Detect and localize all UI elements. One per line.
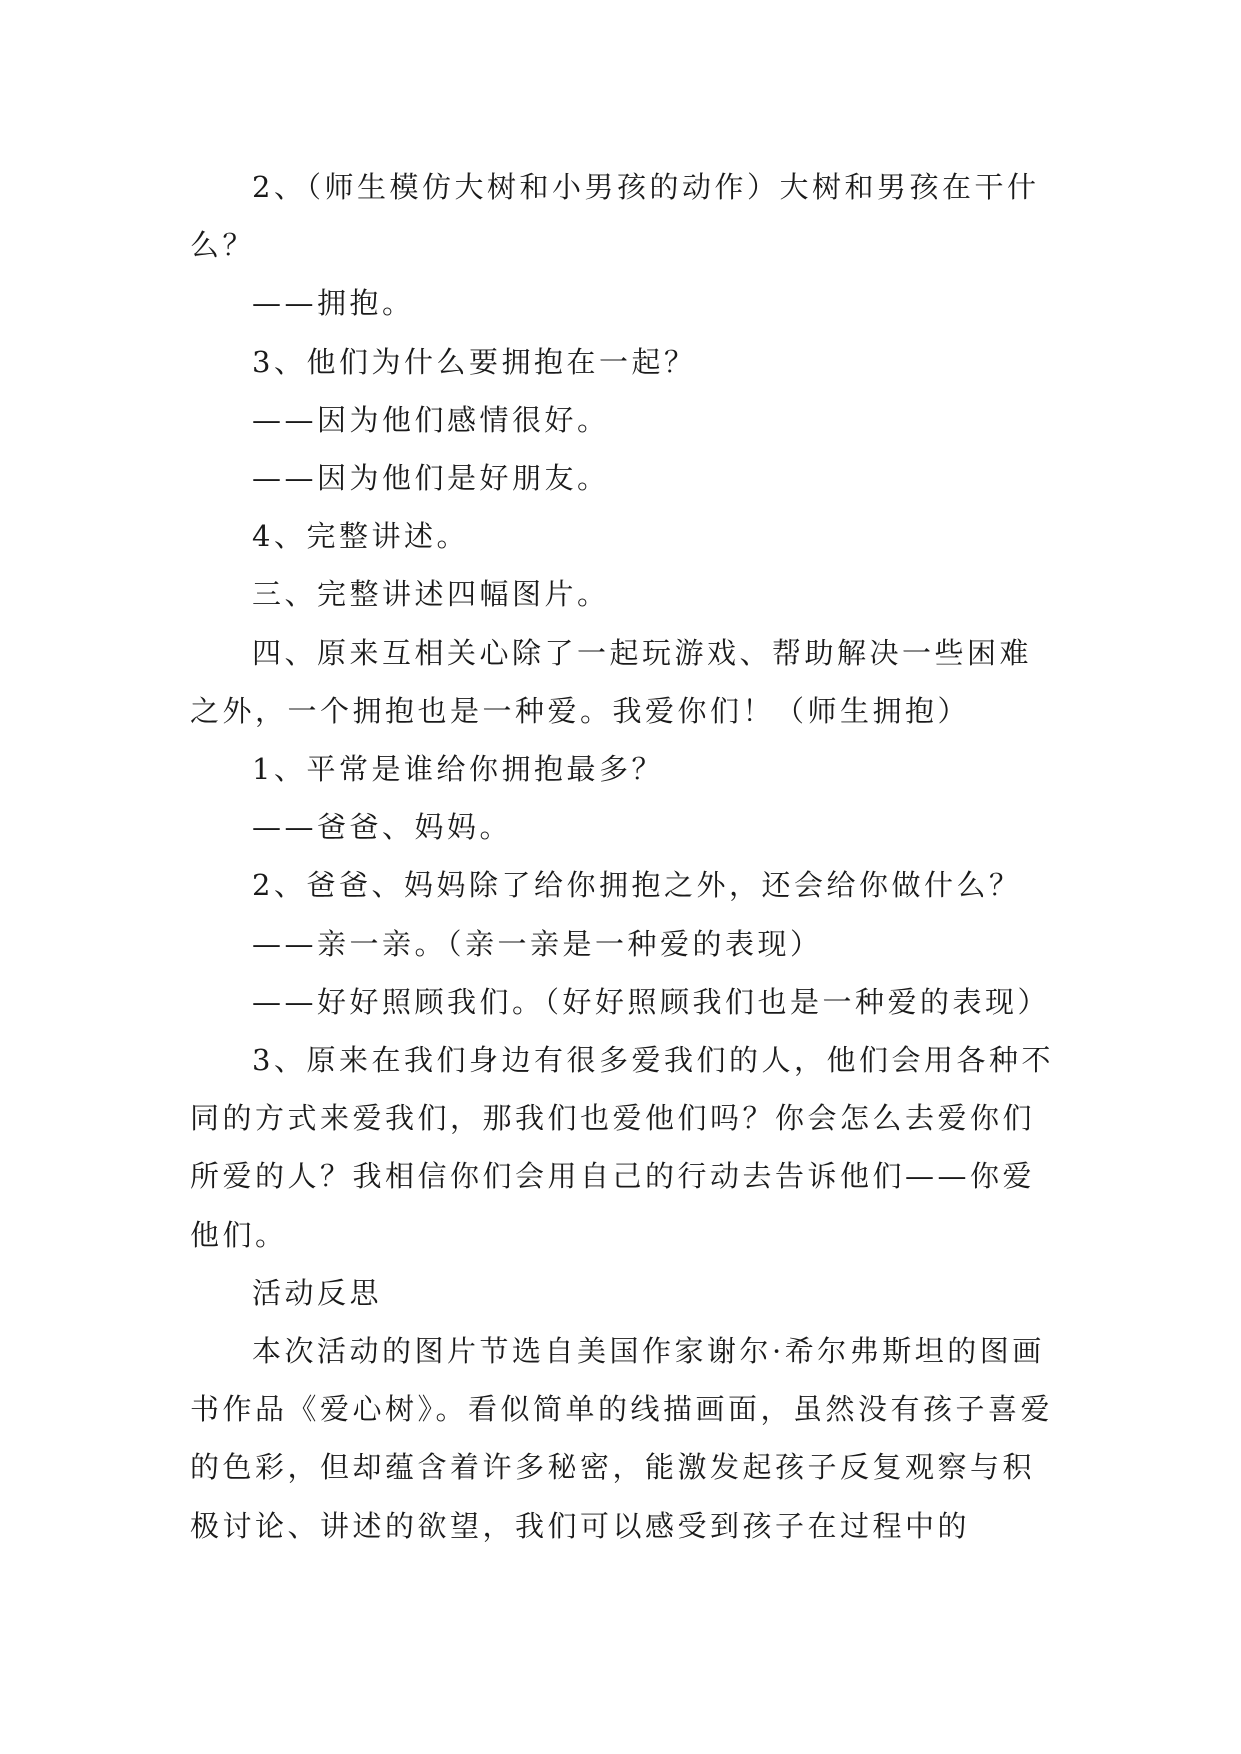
paragraph-section-3: 三、完整讲述四幅图片。 <box>252 577 610 612</box>
paragraph-step-2-imitate: 2、（师生模仿大树和小男孩的动作）大树和男孩在干什么？ <box>190 170 1040 263</box>
section-heading-reflection: 活动反思 <box>252 1275 383 1310</box>
paragraph-step-2-what-else: 2、爸爸、妈妈除了给你拥抱之外，还会给你做什么？ <box>252 868 1022 903</box>
paragraph-answer-parents: ——爸爸、妈妈。 <box>252 810 513 845</box>
paragraph-step-3-love-others: 3、原来在我们身边有很多爱我们的人，他们会用各种不同的方式来爱我们，那我们也爱他们吗？你会怎么去爱你们所爱的人？我相信你们会用自己的行动去告诉他们——你爱他们。 <box>190 1043 1054 1252</box>
paragraph-answer-take-care: ——好好照顾我们。（好好照顾我们也是一种爱的表现） <box>252 984 1051 1019</box>
paragraph-answer-good-feelings: ——因为他们感情很好。 <box>252 402 610 437</box>
paragraph-step-4-retell: 4、完整讲述。 <box>252 519 469 554</box>
paragraph-answer-kiss: ——亲一亲。（亲一亲是一种爱的表现） <box>252 926 823 961</box>
paragraph-step-3-why-hug: 3、他们为什么要拥抱在一起？ <box>252 344 697 379</box>
paragraph-step-1-who-hugs: 1、平常是谁给你拥抱最多？ <box>252 752 664 787</box>
paragraph-answer-good-friends: ——因为他们是好朋友。 <box>252 461 610 496</box>
paragraph-reflection-body: 本次活动的图片节选自美国作家谢尔·希尔弗斯坦的图画书作品《爱心树》。看似简单的线描画面，虽然没有孩子喜爱的色彩，但却蕴含着许多秘密，能激发起孩子反复观察与积极讨论、讲述的欲望，我们可以感受到孩子在过程中的 <box>190 1334 1054 1543</box>
paragraph-answer-hug: ——拥抱。 <box>252 286 415 321</box>
paragraph-section-4: 四、原来互相关心除了一起玩游戏、帮助解决一些困难之外，一个拥抱也是一种爱。我爱你们！（师生拥抱） <box>190 635 1033 728</box>
document-body <box>190 158 1060 1555</box>
